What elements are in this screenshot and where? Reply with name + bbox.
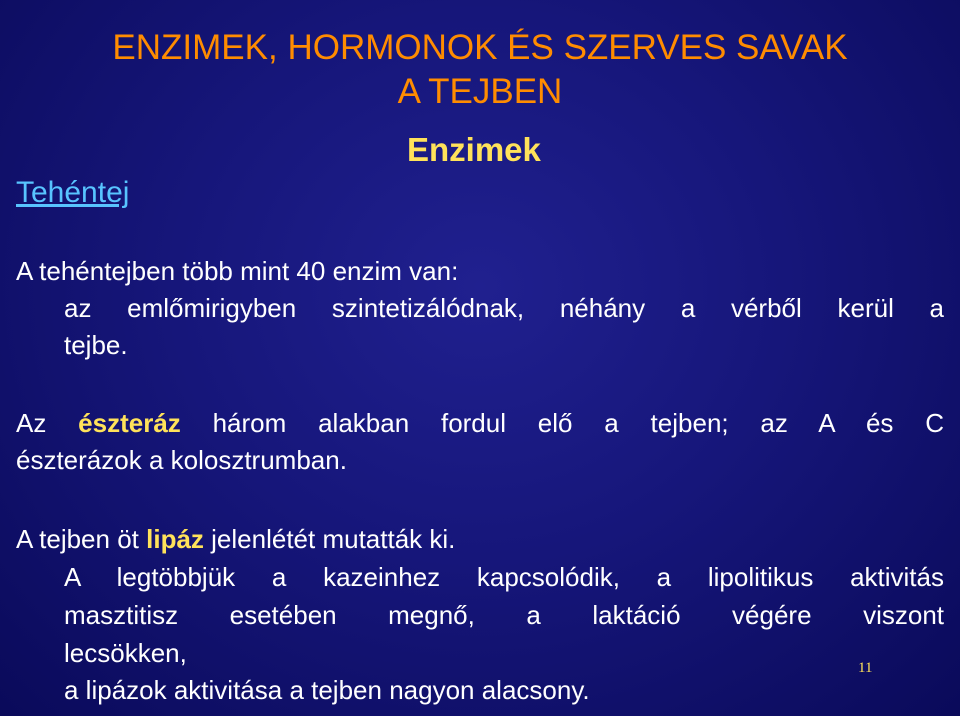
p3-pre: A tejben öt [16, 524, 139, 554]
title-line-1: ENZIMEK, HORMONOK ÉS SZERVES SAVAK [112, 28, 848, 67]
side-label-link[interactable]: Tehéntej [16, 176, 130, 209]
p3-line-5: a lipázok aktivitása a tejben nagyon alacsony. [64, 675, 590, 705]
p3-term-lipaz: lipáz [146, 524, 204, 554]
p2-pre: Az [16, 408, 47, 438]
p1-line-1: A tehéntejben több mint 40 enzim van: [16, 256, 459, 286]
title-line-2: A TEJBEN [397, 72, 563, 111]
p3-line-3: masztitisz esetében megnő, a laktáció végére viszont [64, 600, 944, 630]
slide-title [0, 26, 960, 114]
p2-post: három alakban fordul elő a tejben; az A és C [212, 408, 944, 438]
p3-line-2: A legtöbbjük a kazeinhez kapcsolódik, a lipolitikus aktivitás [64, 562, 944, 592]
p1-line-2: az emlőmirigyben szintetizálódnak, néhány a vérből kerül a [64, 293, 944, 323]
section-subtitle: Enzimek [407, 131, 541, 168]
p3-line-4: lecsökken, [64, 638, 187, 668]
p2-line-2: észterázok a kolosztrumban. [16, 445, 347, 475]
p2-line-1 [16, 405, 944, 442]
p3-line-1 [16, 521, 455, 558]
p1-line-3: tejbe. [64, 330, 128, 360]
page-number: 11 [858, 660, 873, 676]
p2-term-eszteraz: észteráz [78, 408, 181, 438]
p3-post: jelenlétét mutatták ki. [211, 524, 456, 554]
